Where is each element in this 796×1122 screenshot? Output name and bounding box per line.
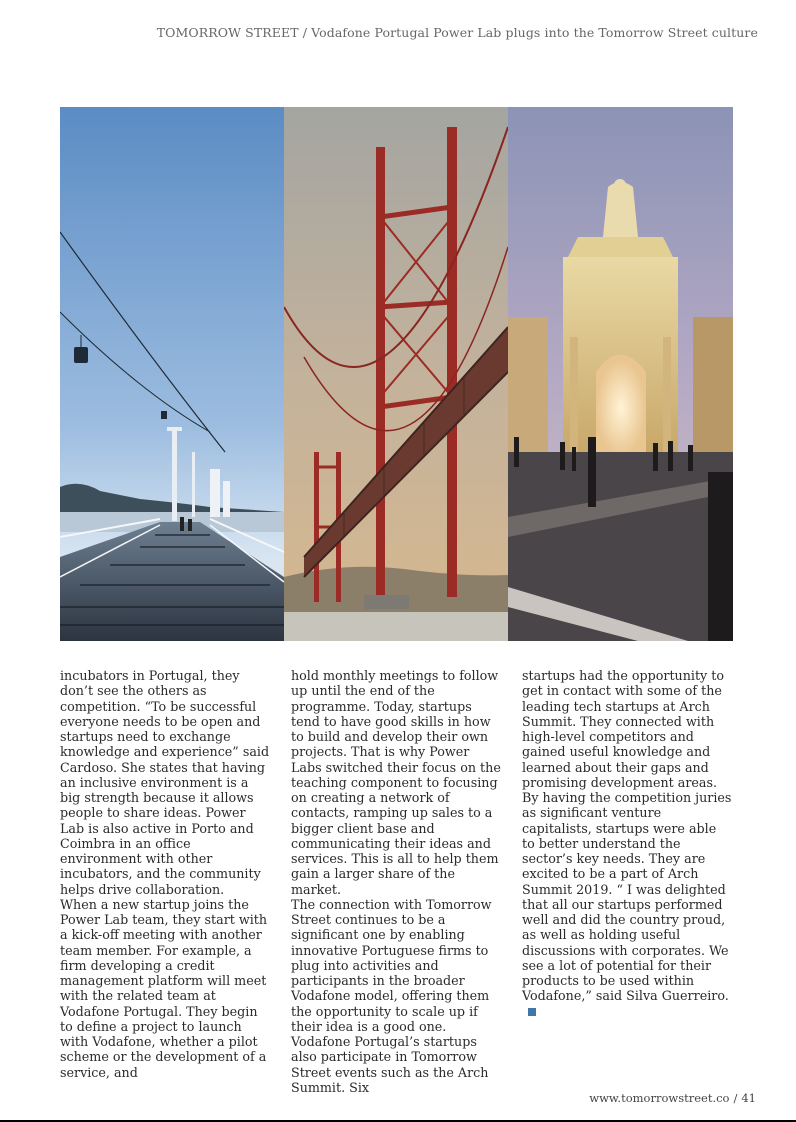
paragraph: Vodafone Portugal’s startups also participate in Tomorrow Street events such as the Arch Summit. Six	[291, 1034, 489, 1095]
bridge-photo	[284, 107, 508, 641]
text-column-1	[60, 668, 270, 1080]
text-column-3	[522, 668, 732, 1019]
photo-strip	[60, 107, 733, 641]
paragraph	[522, 668, 732, 1019]
page-number: 41	[741, 1091, 756, 1105]
page-footer	[589, 1091, 756, 1105]
paragraph: incubators in Portugal, they don’t see the others as competition. “To be successful everyone needs to be open and startups need to exchange knowledge and experience” said Cardoso. She states that having an inclusive environment is a big strength because it allows people to share ideas. Power Lab is also active in Porto and Coimbra in an office environment with other incubators, and the community helps drive collaboration.	[60, 668, 270, 897]
cable-car-photo	[60, 107, 284, 641]
arch-photo	[508, 107, 733, 641]
article-end-mark	[528, 1008, 536, 1016]
text-column-2	[291, 668, 501, 1095]
paragraph-text: startups had the opportunity to get in contact with some of the leading tech startups at Arch Summit. They connected with high-level competitors and gained useful knowledge and learned about their gaps and promising development areas. By having the competition juries as significant venture capitalists, startups were able to better understand the sector’s key needs. They are excited to be a part of Arch Summit 2019. “ I was delighted that all our startups performed well and did the country proud, as well as holding useful discussions with corporates. We see a lot of potential for their products to be used within Vodafone,” said Silva Guerreiro.	[522, 668, 732, 1004]
paragraph: hold monthly meetings to follow up until the end of the programme. Today, startups tend to have good skills in how to build and develop their own projects. That is why Power Labs switched their focus on the teaching component to focusing on creating a network of contacts, ramping up sales to a bigger client base and communicating their ideas and services. This is all to help them gain a larger share of the market.	[291, 668, 501, 897]
paragraph: The connection with Tomorrow Street continues to be a significant one by enabling innovative Portuguese firms to plug into activities and participants in the broader Vodafone model, offering them the opportunity to scale up if their idea is a good one.	[291, 896, 492, 1034]
running-header: TOMORROW STREET / Vodafone Portugal Power Lab plugs into the Tomorrow Street culture	[156, 25, 758, 40]
footer-separator: /	[733, 1091, 738, 1105]
site-url[interactable]: www.tomorrowstreet.co	[589, 1091, 730, 1105]
paragraph: When a new startup joins the Power Lab team, they start with a kick-off meeting with another team member. For example, a firm developing a credit management platform will meet with the related team at Vodafone Portugal. They begin to define a project to launch with Vodafone, whether a pilot scheme or the development of a service, and	[60, 896, 268, 1080]
